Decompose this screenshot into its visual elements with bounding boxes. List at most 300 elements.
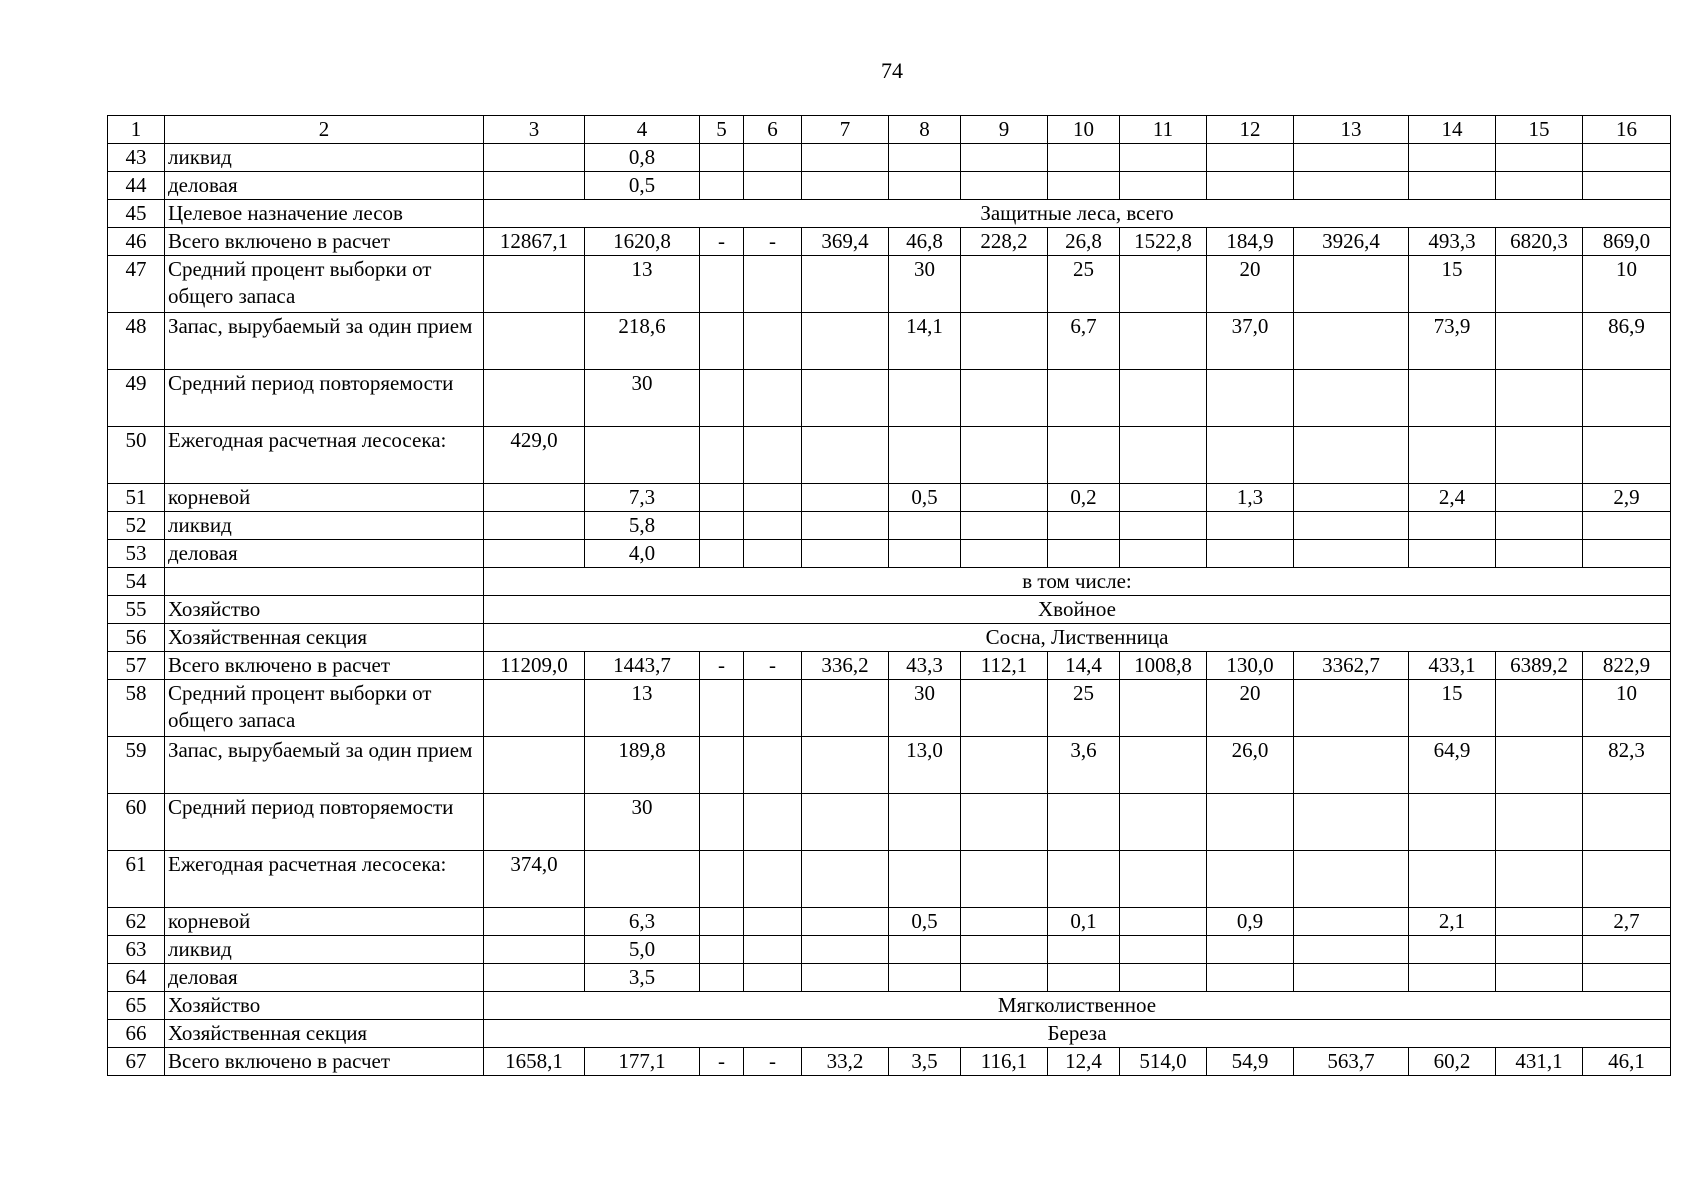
value-cell	[1120, 737, 1207, 794]
value-cell	[889, 540, 961, 568]
row-label: Целевое назначение лесов	[165, 200, 484, 228]
value-cell	[1048, 540, 1120, 568]
value-cell: 514,0	[1120, 1048, 1207, 1076]
row-number: 52	[108, 512, 165, 540]
value-cell	[802, 794, 889, 851]
table-row	[108, 200, 1671, 228]
column-number-header: 16	[1583, 116, 1671, 144]
value-cell	[744, 484, 802, 512]
value-cell	[1496, 256, 1583, 313]
value-cell: -	[700, 228, 744, 256]
value-cell: 429,0	[484, 427, 585, 484]
value-cell	[1409, 964, 1496, 992]
value-cell	[700, 144, 744, 172]
value-cell	[1207, 540, 1294, 568]
value-cell	[1409, 427, 1496, 484]
value-cell	[1409, 540, 1496, 568]
value-cell: 369,4	[802, 228, 889, 256]
value-cell	[1120, 484, 1207, 512]
value-cell: 60,2	[1409, 1048, 1496, 1076]
column-number-header: 11	[1120, 116, 1207, 144]
value-cell	[1496, 427, 1583, 484]
table-row	[108, 794, 1671, 851]
row-number: 60	[108, 794, 165, 851]
value-cell	[1120, 908, 1207, 936]
value-cell	[802, 851, 889, 908]
table-row	[108, 228, 1671, 256]
value-cell	[1048, 427, 1120, 484]
value-cell	[744, 512, 802, 540]
value-cell: 5,0	[585, 936, 700, 964]
value-cell	[1496, 540, 1583, 568]
row-label: Всего включено в расчет	[165, 228, 484, 256]
table-row	[108, 568, 1671, 596]
row-number: 66	[108, 1020, 165, 1048]
value-cell: 0,9	[1207, 908, 1294, 936]
value-cell	[1294, 313, 1409, 370]
row-label: Хозяйственная секция	[165, 624, 484, 652]
value-cell: 7,3	[585, 484, 700, 512]
value-cell: 20	[1207, 680, 1294, 737]
row-label: Всего включено в расчет	[165, 1048, 484, 1076]
row-number: 61	[108, 851, 165, 908]
column-number-header: 12	[1207, 116, 1294, 144]
row-number: 59	[108, 737, 165, 794]
column-number-header: 15	[1496, 116, 1583, 144]
value-cell: 2,7	[1583, 908, 1671, 936]
value-cell: 26,8	[1048, 228, 1120, 256]
value-cell: 228,2	[961, 228, 1048, 256]
column-number-header: 5	[700, 116, 744, 144]
value-cell: 30	[889, 680, 961, 737]
value-cell	[700, 737, 744, 794]
value-cell	[1496, 370, 1583, 427]
value-cell	[700, 936, 744, 964]
value-cell	[700, 794, 744, 851]
value-cell	[1496, 794, 1583, 851]
value-cell	[1207, 851, 1294, 908]
row-number: 48	[108, 313, 165, 370]
value-cell	[889, 794, 961, 851]
row-label: корневой	[165, 484, 484, 512]
value-cell	[484, 370, 585, 427]
value-cell	[1294, 851, 1409, 908]
value-cell	[961, 794, 1048, 851]
value-cell	[484, 794, 585, 851]
table-row	[108, 1048, 1671, 1076]
row-label: Всего включено в расчет	[165, 652, 484, 680]
value-cell	[802, 313, 889, 370]
value-cell	[961, 680, 1048, 737]
value-cell: 14,4	[1048, 652, 1120, 680]
value-cell: -	[744, 1048, 802, 1076]
row-number: 56	[108, 624, 165, 652]
value-cell	[1583, 512, 1671, 540]
table-row	[108, 596, 1671, 624]
value-cell	[1294, 908, 1409, 936]
value-cell	[1409, 172, 1496, 200]
value-cell	[802, 256, 889, 313]
row-label: Средний процент выборки от общего запаса	[165, 256, 484, 313]
value-cell	[1496, 144, 1583, 172]
table-row	[108, 540, 1671, 568]
value-cell	[889, 172, 961, 200]
table-row	[108, 680, 1671, 737]
value-cell	[961, 936, 1048, 964]
value-cell	[1207, 964, 1294, 992]
column-number-header: 2	[165, 116, 484, 144]
table-row	[108, 964, 1671, 992]
value-cell	[1496, 484, 1583, 512]
value-cell	[961, 908, 1048, 936]
value-cell: 46,1	[1583, 1048, 1671, 1076]
value-cell	[1048, 794, 1120, 851]
value-cell: 0,5	[889, 908, 961, 936]
value-cell	[961, 737, 1048, 794]
value-cell	[1120, 256, 1207, 313]
value-cell	[1048, 172, 1120, 200]
value-cell	[700, 908, 744, 936]
value-cell	[961, 427, 1048, 484]
value-cell	[1207, 144, 1294, 172]
row-label: Хозяйство	[165, 596, 484, 624]
value-cell	[1294, 737, 1409, 794]
value-cell	[700, 512, 744, 540]
value-cell: 20	[1207, 256, 1294, 313]
value-cell: 11209,0	[484, 652, 585, 680]
value-cell: 46,8	[889, 228, 961, 256]
value-cell: 33,2	[802, 1048, 889, 1076]
value-cell	[1207, 936, 1294, 964]
value-cell: 869,0	[1583, 228, 1671, 256]
table-row	[108, 908, 1671, 936]
value-cell: 0,8	[585, 144, 700, 172]
value-cell: 822,9	[1583, 652, 1671, 680]
value-cell	[1496, 851, 1583, 908]
column-number-header: 13	[1294, 116, 1409, 144]
value-cell	[1207, 794, 1294, 851]
row-number: 64	[108, 964, 165, 992]
value-cell: 12,4	[1048, 1048, 1120, 1076]
row-label: Хозяйственная секция	[165, 1020, 484, 1048]
row-label	[165, 568, 484, 596]
value-cell	[802, 484, 889, 512]
value-cell	[889, 936, 961, 964]
value-cell: 563,7	[1294, 1048, 1409, 1076]
value-cell	[744, 794, 802, 851]
value-cell	[802, 512, 889, 540]
value-cell: 3,5	[585, 964, 700, 992]
value-cell	[1409, 794, 1496, 851]
value-cell: 6,3	[585, 908, 700, 936]
value-cell	[1207, 370, 1294, 427]
value-cell	[1048, 144, 1120, 172]
value-cell	[484, 144, 585, 172]
value-cell	[961, 172, 1048, 200]
value-cell: 0,2	[1048, 484, 1120, 512]
value-cell	[700, 484, 744, 512]
value-cell	[744, 313, 802, 370]
value-cell: 30	[585, 794, 700, 851]
value-cell	[1120, 936, 1207, 964]
value-cell	[1120, 851, 1207, 908]
value-cell: 5,8	[585, 512, 700, 540]
value-cell	[744, 908, 802, 936]
row-number: 54	[108, 568, 165, 596]
value-cell: 26,0	[1207, 737, 1294, 794]
value-cell	[961, 144, 1048, 172]
value-cell	[700, 851, 744, 908]
value-cell	[700, 172, 744, 200]
row-number: 57	[108, 652, 165, 680]
value-cell	[700, 370, 744, 427]
value-cell: 6820,3	[1496, 228, 1583, 256]
value-cell	[1207, 427, 1294, 484]
value-cell	[484, 964, 585, 992]
value-cell	[1294, 144, 1409, 172]
value-cell	[802, 936, 889, 964]
value-cell	[1048, 370, 1120, 427]
value-cell: 1620,8	[585, 228, 700, 256]
value-cell	[484, 737, 585, 794]
value-cell: 13,0	[889, 737, 961, 794]
value-cell	[961, 964, 1048, 992]
table-body	[108, 116, 1671, 1076]
value-cell	[1207, 172, 1294, 200]
merged-category-cell: Сосна, Лиственница	[484, 624, 1671, 652]
row-label: Запас, вырубаемый за один прием	[165, 313, 484, 370]
value-cell	[1207, 512, 1294, 540]
column-number-header: 1	[108, 116, 165, 144]
row-number: 67	[108, 1048, 165, 1076]
value-cell	[484, 540, 585, 568]
value-cell	[484, 313, 585, 370]
value-cell	[1496, 737, 1583, 794]
value-cell	[1120, 370, 1207, 427]
value-cell	[1409, 370, 1496, 427]
row-number: 55	[108, 596, 165, 624]
value-cell: 86,9	[1583, 313, 1671, 370]
value-cell: 112,1	[961, 652, 1048, 680]
value-cell	[1409, 144, 1496, 172]
row-number: 43	[108, 144, 165, 172]
table-row	[108, 936, 1671, 964]
value-cell: 1658,1	[484, 1048, 585, 1076]
value-cell	[744, 370, 802, 427]
value-cell	[1583, 540, 1671, 568]
value-cell: 37,0	[1207, 313, 1294, 370]
value-cell: 2,4	[1409, 484, 1496, 512]
value-cell	[484, 512, 585, 540]
row-number: 62	[108, 908, 165, 936]
row-number: 45	[108, 200, 165, 228]
value-cell: -	[700, 652, 744, 680]
value-cell	[1294, 964, 1409, 992]
value-cell	[1294, 540, 1409, 568]
value-cell	[802, 370, 889, 427]
value-cell: 189,8	[585, 737, 700, 794]
value-cell	[802, 680, 889, 737]
value-cell: 6389,2	[1496, 652, 1583, 680]
value-cell	[961, 851, 1048, 908]
value-cell	[1294, 484, 1409, 512]
value-cell	[1583, 427, 1671, 484]
value-cell: 218,6	[585, 313, 700, 370]
table-header-row	[108, 116, 1671, 144]
value-cell	[1496, 313, 1583, 370]
value-cell	[744, 172, 802, 200]
value-cell	[1496, 908, 1583, 936]
table-row	[108, 427, 1671, 484]
value-cell	[700, 427, 744, 484]
value-cell	[1120, 313, 1207, 370]
value-cell	[889, 851, 961, 908]
row-number: 65	[108, 992, 165, 1020]
row-number: 51	[108, 484, 165, 512]
row-number: 47	[108, 256, 165, 313]
value-cell	[1294, 512, 1409, 540]
value-cell	[1048, 512, 1120, 540]
value-cell: -	[744, 228, 802, 256]
value-cell	[744, 144, 802, 172]
row-number: 49	[108, 370, 165, 427]
value-cell	[1120, 794, 1207, 851]
value-cell: 493,3	[1409, 228, 1496, 256]
value-cell	[1120, 427, 1207, 484]
column-number-header: 4	[585, 116, 700, 144]
value-cell	[585, 851, 700, 908]
row-number: 58	[108, 680, 165, 737]
row-label: Запас, вырубаемый за один прием	[165, 737, 484, 794]
value-cell	[484, 680, 585, 737]
value-cell	[961, 370, 1048, 427]
value-cell	[1294, 172, 1409, 200]
value-cell	[889, 427, 961, 484]
column-number-header: 14	[1409, 116, 1496, 144]
value-cell	[1583, 172, 1671, 200]
value-cell	[1120, 964, 1207, 992]
value-cell	[700, 680, 744, 737]
value-cell: 6,7	[1048, 313, 1120, 370]
value-cell	[484, 936, 585, 964]
column-number-header: 8	[889, 116, 961, 144]
table-row	[108, 172, 1671, 200]
value-cell	[1583, 851, 1671, 908]
table-row	[108, 992, 1671, 1020]
row-label: деловая	[165, 540, 484, 568]
value-cell	[802, 427, 889, 484]
value-cell: 12867,1	[484, 228, 585, 256]
value-cell	[802, 540, 889, 568]
table-row	[108, 484, 1671, 512]
value-cell	[484, 908, 585, 936]
value-cell: 3,6	[1048, 737, 1120, 794]
value-cell: 433,1	[1409, 652, 1496, 680]
value-cell	[1496, 936, 1583, 964]
value-cell: 64,9	[1409, 737, 1496, 794]
column-number-header: 9	[961, 116, 1048, 144]
value-cell: 431,1	[1496, 1048, 1583, 1076]
row-label: Средний процент выборки от общего запаса	[165, 680, 484, 737]
value-cell: 82,3	[1583, 737, 1671, 794]
value-cell	[585, 427, 700, 484]
value-cell	[1048, 851, 1120, 908]
row-number: 50	[108, 427, 165, 484]
value-cell	[1496, 680, 1583, 737]
value-cell	[802, 737, 889, 794]
value-cell	[961, 540, 1048, 568]
value-cell: 14,1	[889, 313, 961, 370]
value-cell	[744, 936, 802, 964]
value-cell: 3926,4	[1294, 228, 1409, 256]
value-cell	[744, 851, 802, 908]
value-cell	[1583, 144, 1671, 172]
merged-category-cell: Защитные леса, всего	[484, 200, 1671, 228]
value-cell	[1583, 370, 1671, 427]
value-cell	[744, 680, 802, 737]
value-cell	[1583, 964, 1671, 992]
value-cell: 1008,8	[1120, 652, 1207, 680]
value-cell	[744, 540, 802, 568]
column-number-header: 6	[744, 116, 802, 144]
value-cell: 2,1	[1409, 908, 1496, 936]
value-cell: 15	[1409, 256, 1496, 313]
value-cell	[744, 427, 802, 484]
row-number: 46	[108, 228, 165, 256]
value-cell: 0,1	[1048, 908, 1120, 936]
value-cell	[1120, 144, 1207, 172]
value-cell	[1294, 794, 1409, 851]
value-cell: 15	[1409, 680, 1496, 737]
value-cell	[1583, 936, 1671, 964]
table-row	[108, 624, 1671, 652]
row-label: Ежегодная расчетная лесосека:	[165, 427, 484, 484]
value-cell: 130,0	[1207, 652, 1294, 680]
value-cell	[889, 512, 961, 540]
table-row	[108, 652, 1671, 680]
value-cell: 30	[889, 256, 961, 313]
row-label: деловая	[165, 964, 484, 992]
table-row	[108, 851, 1671, 908]
value-cell: 10	[1583, 256, 1671, 313]
value-cell	[889, 370, 961, 427]
value-cell	[1409, 851, 1496, 908]
value-cell	[1048, 936, 1120, 964]
value-cell: 0,5	[889, 484, 961, 512]
value-cell: 1,3	[1207, 484, 1294, 512]
value-cell	[802, 144, 889, 172]
value-cell: -	[744, 652, 802, 680]
value-cell: 30	[585, 370, 700, 427]
table-row	[108, 737, 1671, 794]
value-cell	[744, 256, 802, 313]
value-cell: 1522,8	[1120, 228, 1207, 256]
value-cell: 4,0	[585, 540, 700, 568]
value-cell: 13	[585, 256, 700, 313]
value-cell: 25	[1048, 256, 1120, 313]
value-cell: -	[700, 1048, 744, 1076]
value-cell	[961, 313, 1048, 370]
column-number-header: 10	[1048, 116, 1120, 144]
row-number: 53	[108, 540, 165, 568]
column-number-header: 3	[484, 116, 585, 144]
row-label: Средний период повторяемости	[165, 794, 484, 851]
value-cell	[1294, 936, 1409, 964]
value-cell: 2,9	[1583, 484, 1671, 512]
page-number: 74	[881, 58, 903, 83]
value-cell: 25	[1048, 680, 1120, 737]
forest-cut-table	[107, 115, 1671, 1076]
